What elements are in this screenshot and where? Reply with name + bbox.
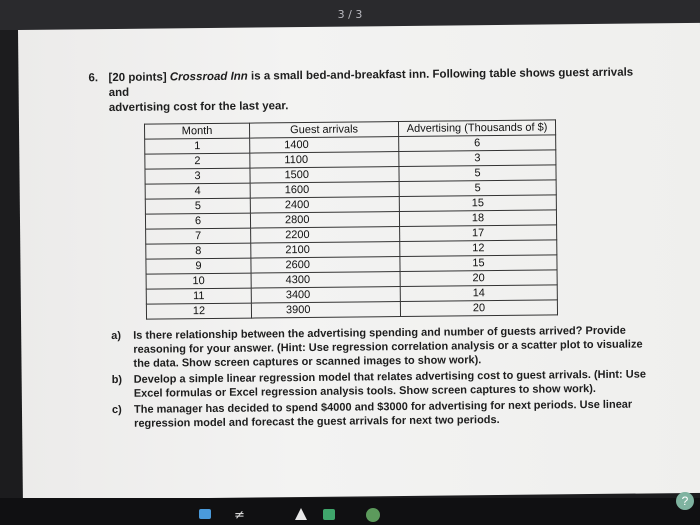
header-month: Month <box>144 123 249 139</box>
cell-advertising: 3 <box>399 150 556 167</box>
cell-advertising: 12 <box>400 240 557 257</box>
app-icon[interactable] <box>196 505 214 523</box>
app-icon[interactable] <box>364 505 382 523</box>
cell-guest-arrivals: 2800 <box>250 212 399 229</box>
subquestion-line: the data. Show screen captures or scanned images to show work). <box>133 354 482 370</box>
cell-month: 5 <box>145 198 250 214</box>
cell-month: 8 <box>146 243 251 259</box>
subquestion-label: c) <box>111 403 122 417</box>
cell-guest-arrivals: 1400 <box>250 137 399 154</box>
cell-advertising: 18 <box>399 210 556 227</box>
app-icon[interactable] <box>320 505 338 523</box>
subquestion-label: b) <box>111 373 123 387</box>
subquestion-line: regression model and forecast the guest arrivals for next two periods. <box>134 413 500 430</box>
cell-advertising: 5 <box>399 165 556 182</box>
cell-guest-arrivals: 3900 <box>251 302 400 319</box>
cell-advertising: 17 <box>400 225 557 242</box>
data-table <box>144 119 558 319</box>
subquestion-label: a) <box>111 329 122 343</box>
header-advertising: Advertising (Thousands of $) <box>398 120 555 137</box>
cell-guest-arrivals: 2200 <box>251 227 400 244</box>
cell-month: 1 <box>145 138 250 154</box>
svg-text:≠: ≠ <box>234 508 245 523</box>
cell-guest-arrivals: 4300 <box>251 272 400 289</box>
cell-advertising: 6 <box>399 135 556 152</box>
question-text <box>108 65 648 116</box>
cell-advertising: 5 <box>399 180 556 197</box>
table-row <box>146 300 557 319</box>
cell-guest-arrivals: 3400 <box>251 287 400 304</box>
cell-guest-arrivals: 1600 <box>250 182 399 199</box>
app-icon[interactable] <box>232 505 250 523</box>
question-number: 6. <box>88 72 99 85</box>
cell-advertising: 15 <box>399 195 556 212</box>
cell-guest-arrivals: 2100 <box>251 242 400 259</box>
page-indicator: 3 / 3 <box>337 8 363 21</box>
cell-month: 4 <box>145 183 250 199</box>
cell-advertising: 20 <box>400 270 557 287</box>
question-points: [20 points] <box>108 71 167 85</box>
app-icon[interactable] <box>292 505 310 523</box>
cell-advertising: 15 <box>400 255 557 272</box>
cell-month: 9 <box>146 258 251 274</box>
cell-guest-arrivals: 1100 <box>250 152 399 169</box>
cell-month: 10 <box>146 273 251 289</box>
subquestion-line: The manager has decided to spend $4000 and $3000 for advertising for next periods. Use linear <box>133 398 633 416</box>
subquestion-line: Excel formulas or Excel regression analysis tools. Show screen captures to show work). <box>133 382 597 400</box>
cell-guest-arrivals: 2400 <box>250 197 399 214</box>
cell-month: 3 <box>145 168 250 184</box>
question-6 <box>88 65 648 115</box>
document-page <box>18 23 700 500</box>
cell-advertising: 20 <box>400 300 557 317</box>
cell-month: 6 <box>145 213 250 229</box>
subquestion-line: Is there relationship between the advertising spending and number of guests arrived? Provide <box>133 324 626 342</box>
cell-month: 12 <box>146 303 251 319</box>
question-line2: advertising cost for the last year. <box>108 100 289 115</box>
cell-month: 2 <box>145 153 250 169</box>
cell-guest-arrivals: 2600 <box>251 257 400 274</box>
cell-month: 11 <box>146 288 251 304</box>
cell-month: 7 <box>146 228 251 244</box>
cell-guest-arrivals: 1500 <box>250 167 399 184</box>
subquestion-line: reasoning for your answer. (Hint: Use regression correlation analysis or a scatter plot to visualize <box>133 338 643 356</box>
inn-name: Crossroad Inn <box>169 70 248 84</box>
cell-advertising: 14 <box>400 285 557 302</box>
help-icon[interactable]: ? <box>676 492 694 510</box>
taskbar <box>0 498 700 525</box>
question-line1: is a small bed-and-breakfast inn. Following table shows guest arrivals and <box>108 66 634 100</box>
header-guest-arrivals: Guest arrivals <box>249 122 398 139</box>
subquestion-line: Develop a simple linear regression model that relates advertising cost to guest arrivals. (Hint: Use <box>133 368 646 386</box>
